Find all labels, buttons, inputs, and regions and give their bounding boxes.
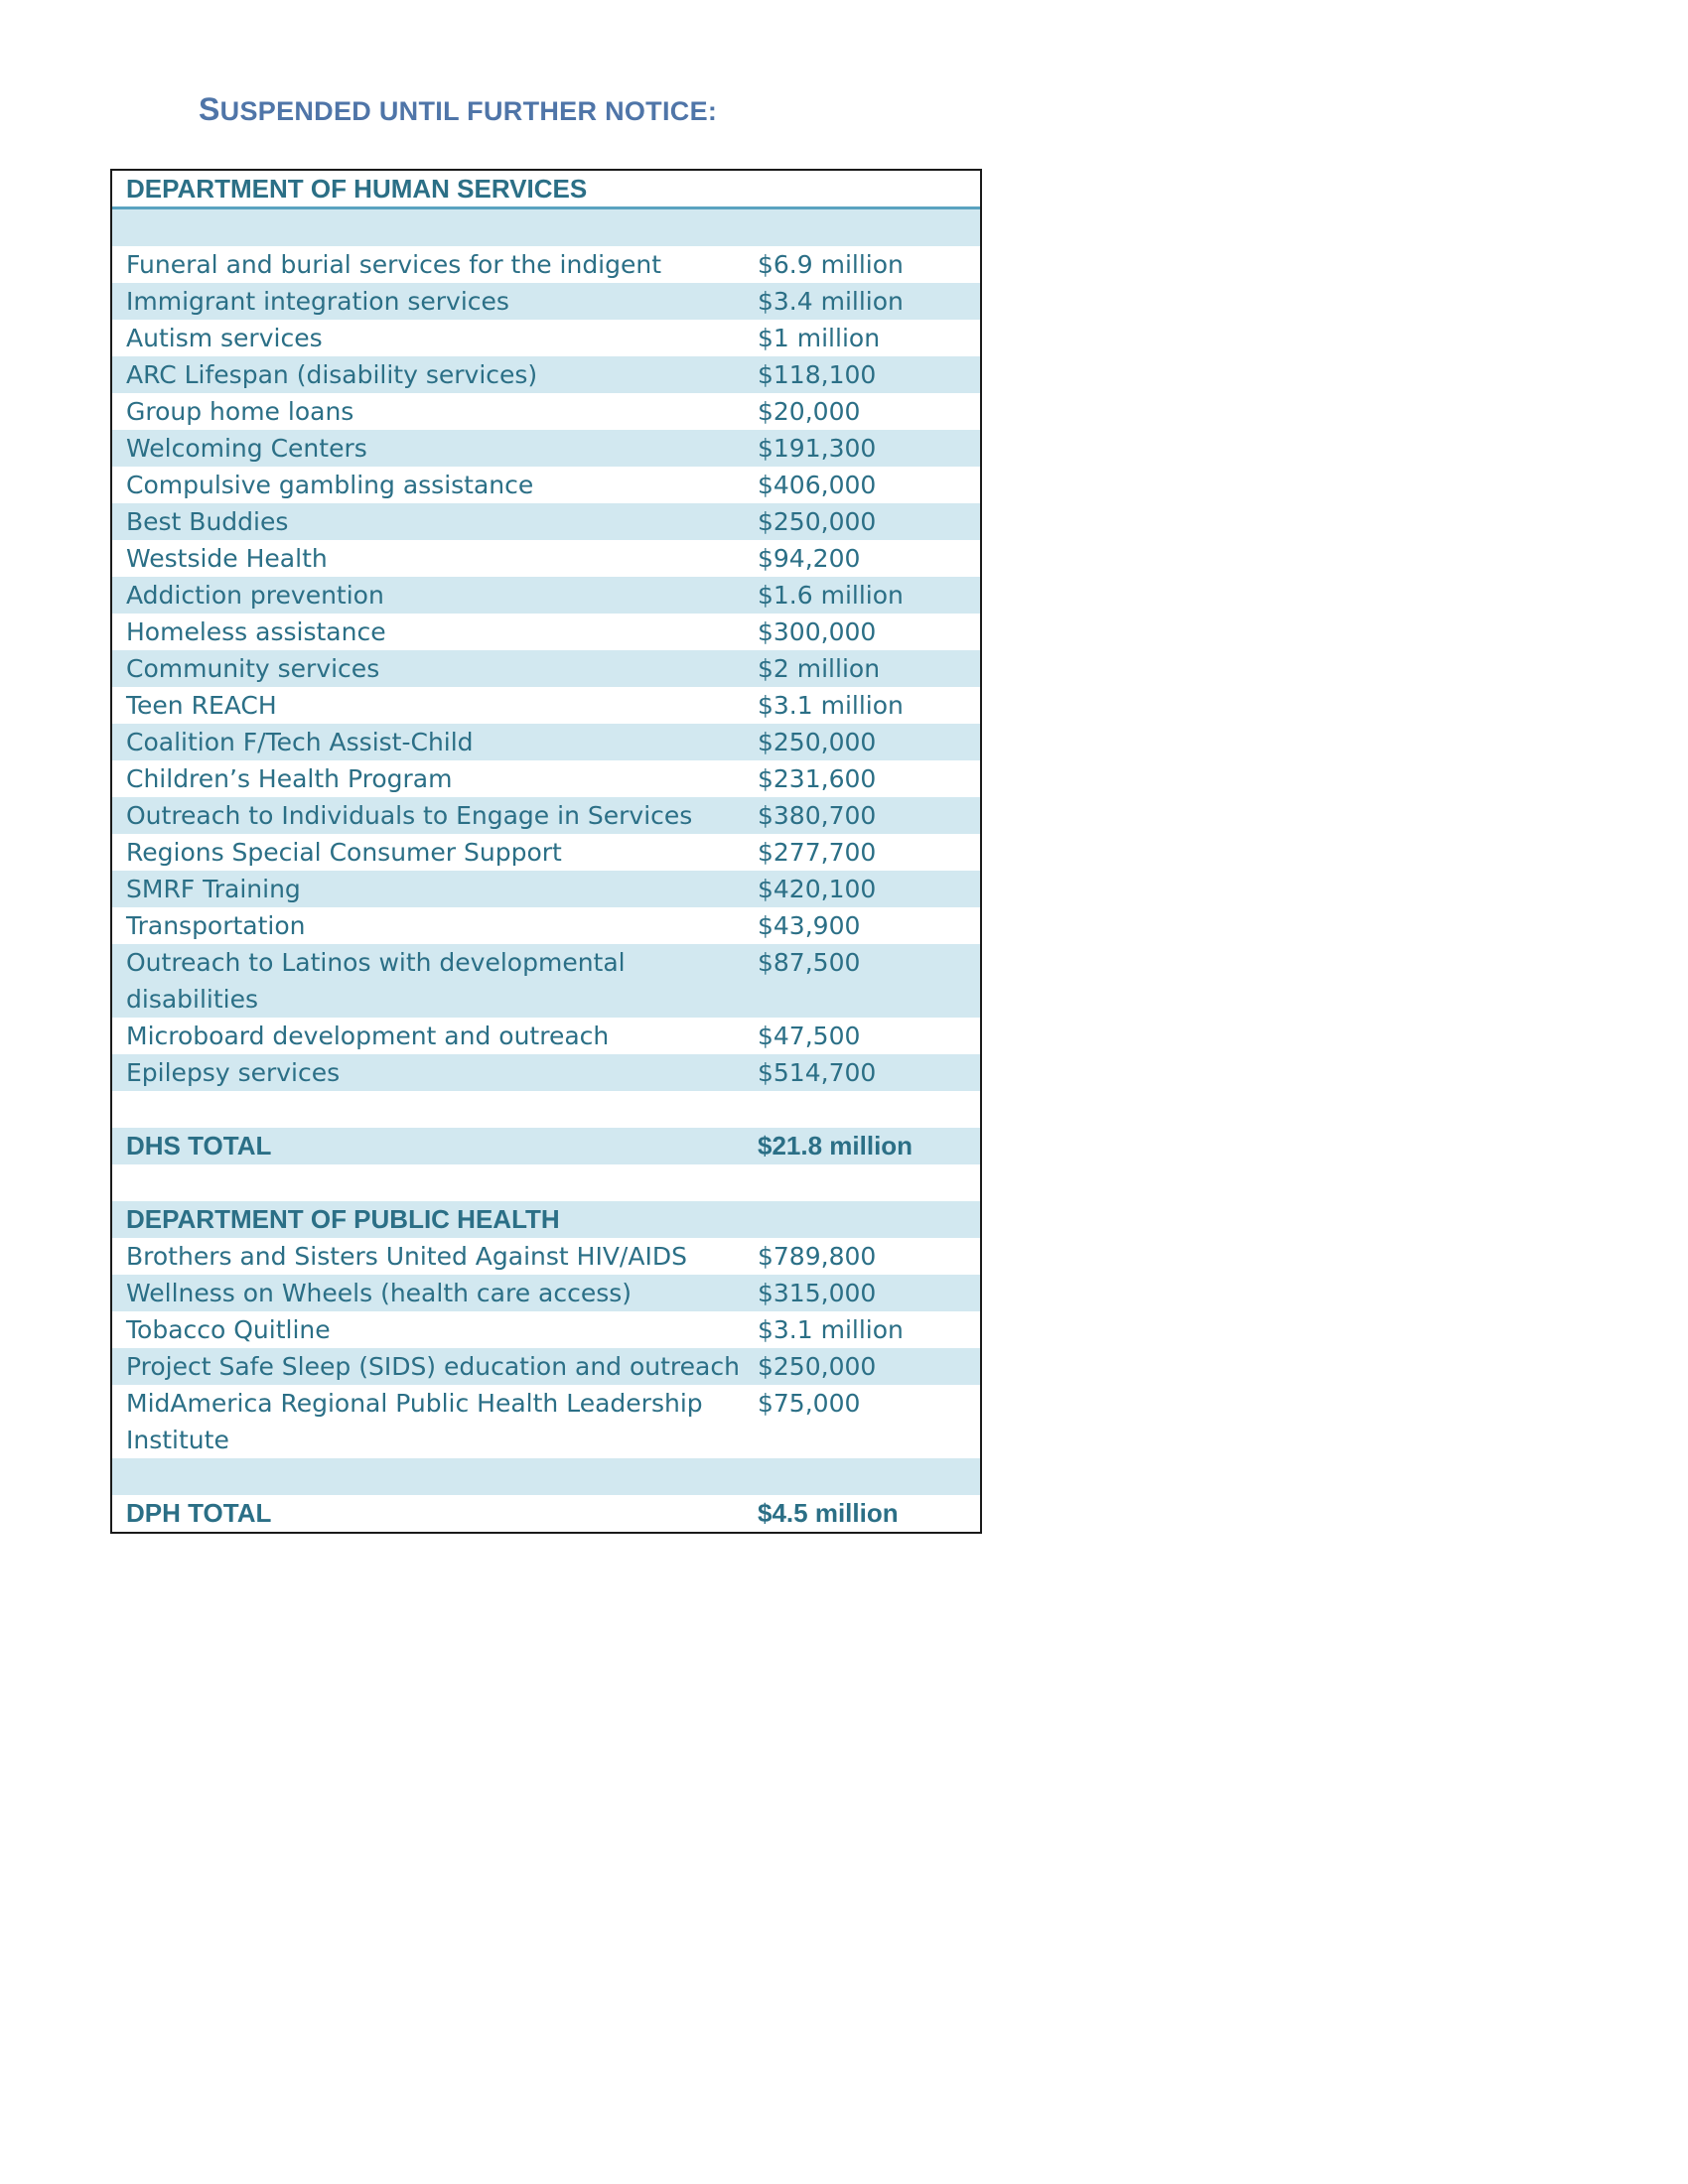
table-row [112,1348,980,1385]
program-amount: $406,000 [758,471,877,499]
program-amount: $1.6 million [758,581,904,610]
program-name: Epilepsy services [126,1058,341,1087]
dph-section-header [112,1201,980,1238]
table-spacer-row [112,1164,980,1201]
program-name: Compulsive gambling assistance [126,471,534,499]
program-amount: $380,700 [758,801,877,830]
program-name: Addiction prevention [126,581,384,610]
table-row [112,1018,980,1054]
program-amount: $3.1 million [758,691,904,720]
program-name: Outreach to Latinos with developmental disabilities [126,948,626,1014]
program-name: Immigrant integration services [126,287,509,316]
program-name: Microboard development and outreach [126,1022,610,1050]
program-name: Welcoming Centers [126,434,367,463]
program-name: Best Buddies [126,507,289,536]
table-row [112,356,980,393]
program-name: Transportation [126,911,306,940]
table-row [112,650,980,687]
suspended-programs-table [110,169,982,1534]
program-amount: $191,300 [758,434,877,463]
table-spacer-row [112,1458,980,1495]
program-name: Westside Health [126,544,328,573]
table-spacer-row [112,1091,980,1128]
table-row [112,1054,980,1091]
table-row [112,503,980,540]
program-amount: $514,700 [758,1058,877,1087]
dph-total-amount: $4.5 million [758,1498,899,1528]
table-row [112,907,980,944]
program-name: Outreach to Individuals to Engage in Services [126,801,693,830]
dhs-section-header [112,171,980,209]
program-amount: $277,700 [758,838,877,867]
program-amount: $47,500 [758,1022,861,1050]
dph-total-label: DPH TOTAL [126,1498,272,1528]
dhs-total-row [112,1128,980,1164]
table-row [112,1311,980,1348]
table-row [112,467,980,503]
program-name: Coalition F/Tech Assist-Child [126,728,474,756]
table-row [112,393,980,430]
program-name: ARC Lifespan (disability services) [126,360,538,389]
program-amount: $75,000 [758,1389,861,1418]
dhs-total-amount: $21.8 million [758,1131,914,1160]
table-row [112,246,980,283]
dhs-title: DEPARTMENT OF HUMAN SERVICES [126,174,588,204]
heading-initial: S [199,91,220,127]
program-name: Wellness on Wheels (health care access) [126,1279,633,1307]
table-row [112,871,980,907]
program-amount: $250,000 [758,507,877,536]
program-amount: $250,000 [758,1352,877,1381]
program-amount: $94,200 [758,544,861,573]
program-amount: $789,800 [758,1242,877,1271]
program-name: Brothers and Sisters United Against HIV/AIDS [126,1242,687,1271]
program-amount: $420,100 [758,875,877,903]
program-name: Children’s Health Program [126,764,453,793]
table-row [112,944,980,1018]
table-row [112,614,980,650]
table-row [112,540,980,577]
program-name: Group home loans [126,397,354,426]
table-row [112,760,980,797]
program-name: Community services [126,654,380,683]
program-amount: $250,000 [758,728,877,756]
program-name: MidAmerica Regional Public Health Leadership Institute [126,1389,703,1454]
table-row [112,283,980,320]
program-name: Funeral and burial services for the indigent [126,250,662,279]
program-name: Autism services [126,324,323,352]
program-amount: $118,100 [758,360,877,389]
program-amount: $1 million [758,324,881,352]
program-name: Project Safe Sleep (SIDS) education and outreach [126,1352,740,1381]
table-row [112,724,980,760]
table-spacer-row [112,209,980,246]
table-row [112,320,980,356]
program-name: SMRF Training [126,875,301,903]
table-row [112,1385,980,1458]
table-row [112,687,980,724]
program-amount: $6.9 million [758,250,904,279]
program-amount: $231,600 [758,764,877,793]
page-heading [199,91,717,128]
program-name: Tobacco Quitline [126,1315,331,1344]
program-amount: $20,000 [758,397,861,426]
table-row [112,1275,980,1311]
table-row [112,430,980,467]
dph-total-row [112,1495,980,1532]
program-amount: $2 million [758,654,881,683]
program-amount: $3.4 million [758,287,904,316]
dph-title: DEPARTMENT OF PUBLIC HEALTH [126,1204,560,1234]
program-name: Homeless assistance [126,617,386,646]
table-row [112,834,980,871]
heading-rest: USPENDED UNTIL FURTHER NOTICE: [219,96,718,126]
table-row [112,797,980,834]
dhs-total-label: DHS TOTAL [126,1131,272,1160]
program-name: Teen REACH [126,691,277,720]
table-row [112,577,980,614]
program-amount: $3.1 million [758,1315,904,1344]
program-amount: $43,900 [758,911,861,940]
table-row [112,1238,980,1275]
program-name: Regions Special Consumer Support [126,838,562,867]
program-amount: $300,000 [758,617,877,646]
program-amount: $315,000 [758,1279,877,1307]
program-amount: $87,500 [758,948,861,977]
